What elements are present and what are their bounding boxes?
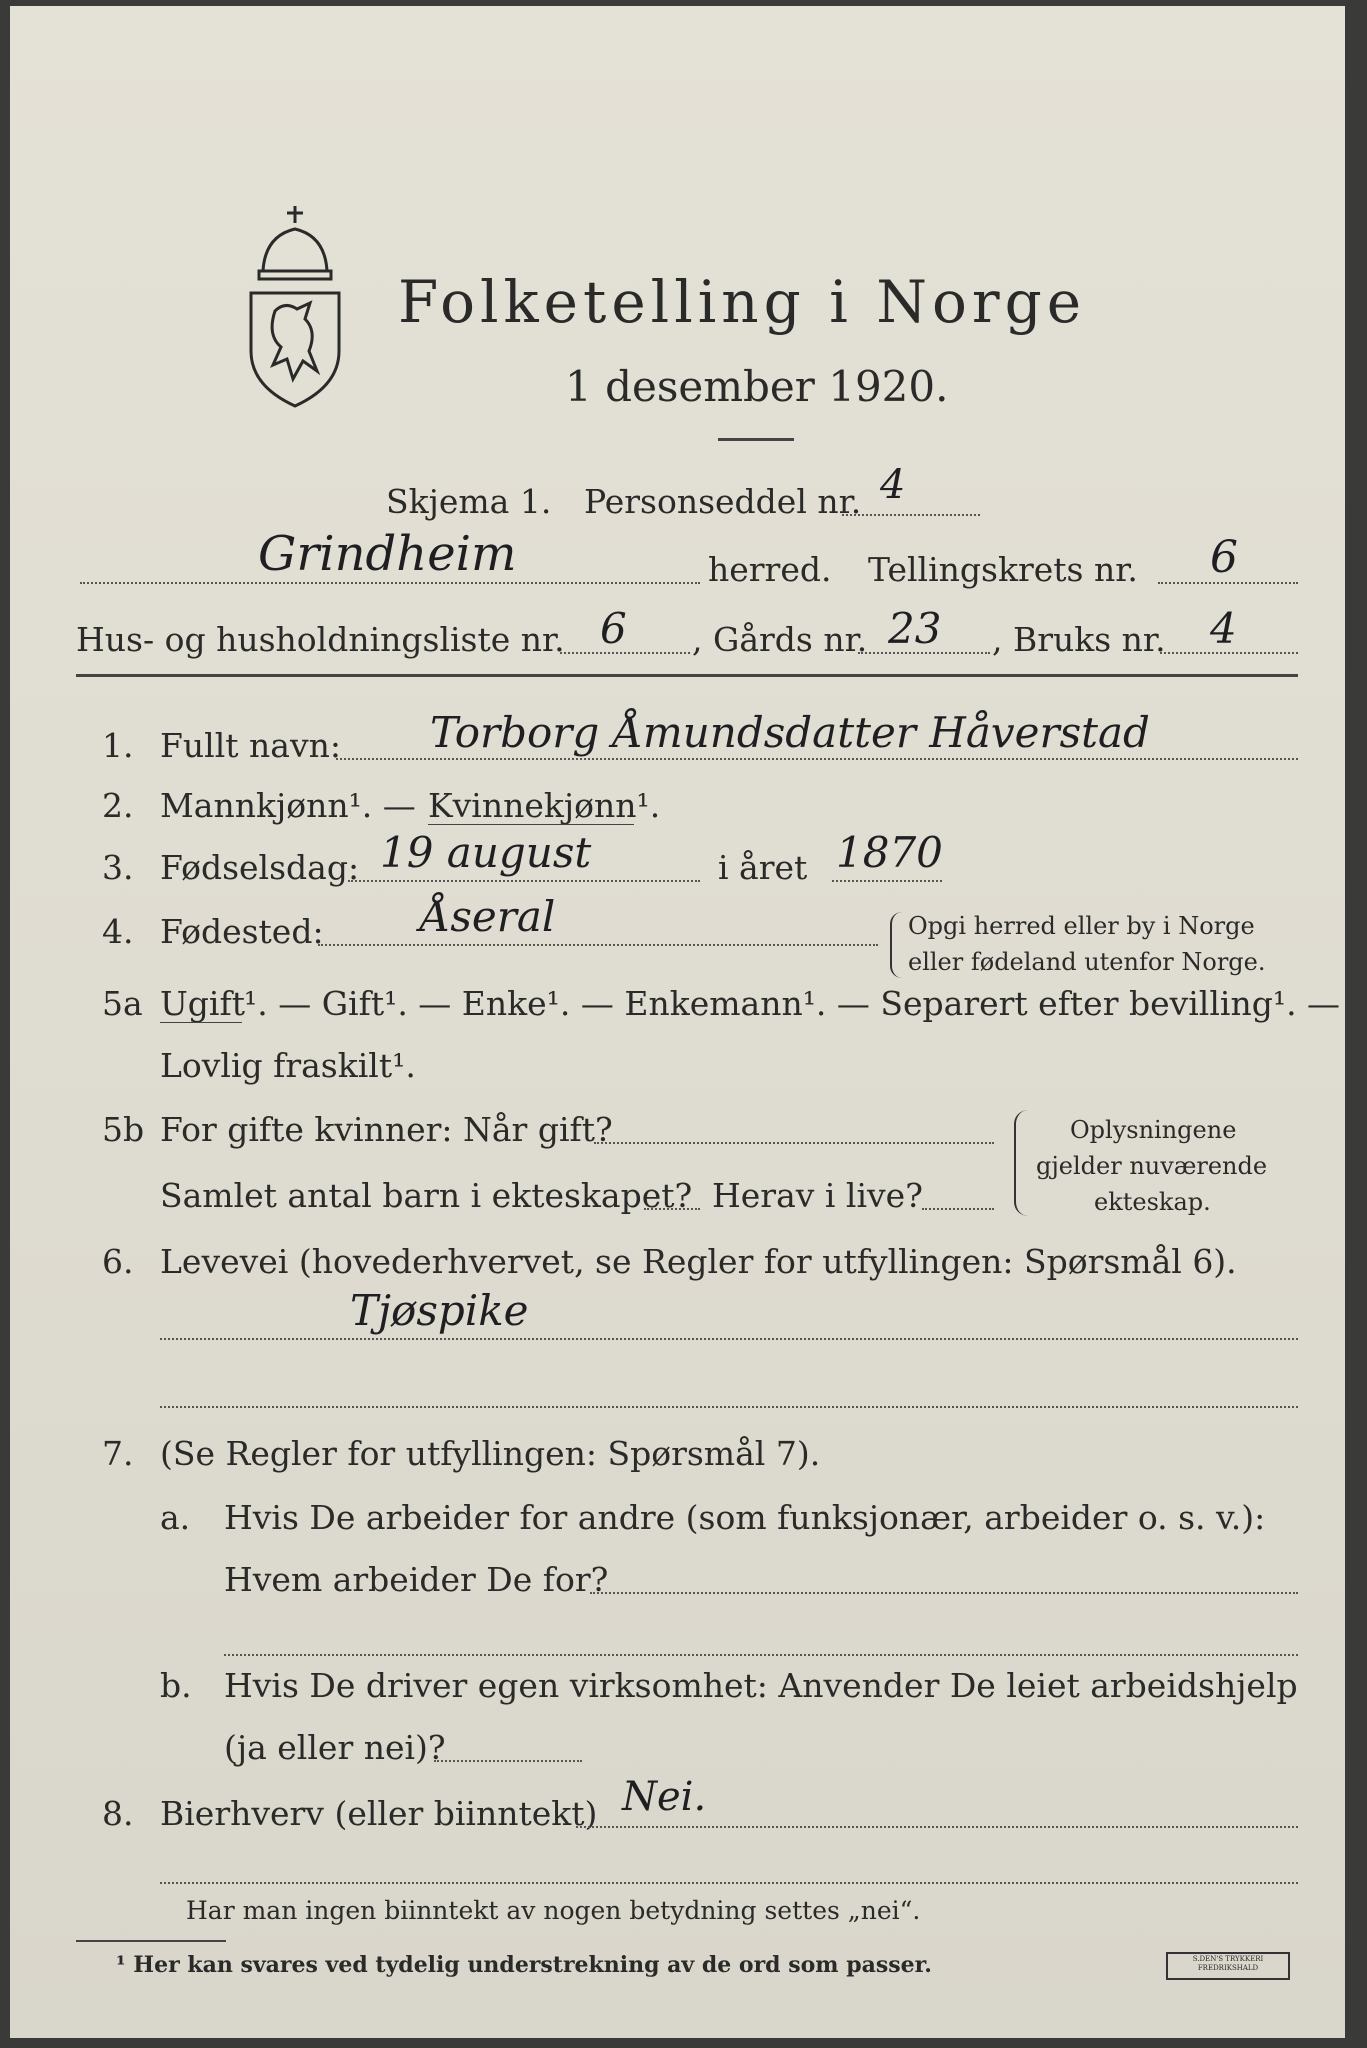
- q3-year-value[interactable]: 1870: [836, 828, 943, 877]
- q7b-dots: [434, 1760, 582, 1762]
- q4-brace: [890, 912, 902, 978]
- bruks-label: , Bruks nr.: [992, 620, 1166, 659]
- q2-underline: [428, 824, 634, 825]
- q5b-note-2: gjelder nuværende: [1036, 1152, 1268, 1180]
- footnote: ¹ Her kan svares ved tydelig understrekning av de ord som passer.: [116, 1952, 932, 1978]
- q6-label: Levevei (hovederhvervet, se Regler for utfyllingen: Spørsmål 6).: [160, 1242, 1237, 1281]
- q8-value[interactable]: Nei.: [622, 1774, 707, 1820]
- q5a-line-2: Lovlig fraskilt¹.: [160, 1046, 416, 1085]
- q5a-options: ¹. — Gift¹. — Enke¹. — Enkemann¹. — Separert efter bevilling¹. —: [244, 984, 1341, 1023]
- q3-year-dots: [832, 880, 942, 882]
- coat-of-arms-icon: [235, 201, 355, 411]
- q8-dots-2: [160, 1882, 1298, 1884]
- q3-dots: [348, 880, 700, 882]
- form-title: Folketelling i Norge: [398, 268, 1087, 336]
- q1-dots: [336, 758, 1298, 760]
- personseddel-value[interactable]: 4: [880, 462, 906, 508]
- q7a-label: Hvis De arbeider for andre (som funksjonær, arbeider o. s. v.):: [224, 1498, 1266, 1537]
- q5b-brace: [1014, 1110, 1028, 1216]
- tellingskrets-label: Tellingskrets nr.: [868, 550, 1138, 589]
- q5a-ugift[interactable]: Ugift: [160, 984, 245, 1023]
- q5b-number: 5b: [102, 1110, 145, 1149]
- q4-note-2: eller fødeland utenfor Norge.: [908, 948, 1266, 976]
- q7a-letter: a.: [160, 1498, 191, 1537]
- q5b-dots-1: [594, 1142, 994, 1144]
- bruks-value[interactable]: 4: [1210, 604, 1237, 653]
- q3-value[interactable]: 19 august: [380, 828, 592, 877]
- q3-number: 3.: [102, 848, 134, 887]
- title-divider: [718, 438, 794, 441]
- q5b-note-3: ekteskap.: [1094, 1188, 1211, 1216]
- personseddel-label: Personseddel nr.: [584, 482, 862, 521]
- tellingskrets-value[interactable]: 6: [1210, 532, 1238, 583]
- census-date: 1 desember 1920.: [565, 362, 949, 411]
- q2-kvinnekjonn[interactable]: Kvinnekjønn¹.: [428, 786, 661, 825]
- personseddel-dots: [842, 514, 980, 516]
- q3-year-label: i året: [718, 848, 808, 887]
- q7-label: (Se Regler for utfyllingen: Spørsmål 7).: [160, 1434, 821, 1473]
- q5b-label-3: Herav i live?: [712, 1176, 923, 1215]
- q7b-label: Hvis De driver egen virksomhet: Anvender De leiet arbeidshjelp: [224, 1666, 1298, 1705]
- q4-number: 4.: [102, 912, 134, 951]
- q7-number: 7.: [102, 1434, 134, 1473]
- hus-value[interactable]: 6: [600, 604, 627, 653]
- q1-label: Fullt navn:: [160, 726, 341, 765]
- skjema-label: Skjema 1.: [386, 482, 552, 521]
- q5b-note-1: Oplysningene: [1070, 1116, 1237, 1144]
- herred-label: herred.: [708, 550, 832, 589]
- gards-label: , Gårds nr.: [692, 620, 868, 659]
- herred-dots: [80, 582, 700, 584]
- q7a-dots-2: [224, 1654, 1298, 1656]
- q3-label: Fødselsdag:: [160, 848, 360, 887]
- q4-dots: [318, 944, 878, 946]
- q7a-label-2: Hvem arbeider De for?: [224, 1560, 609, 1599]
- q5b-dots-2: [644, 1208, 700, 1210]
- q6-dots-1: [160, 1338, 1298, 1340]
- q8-number: 8.: [102, 1794, 134, 1833]
- q4-label: Fødested:: [160, 912, 324, 951]
- herred-value[interactable]: Grindheim: [258, 526, 517, 582]
- q6-value[interactable]: Tjøspike: [350, 1286, 529, 1335]
- q7b-label-2: (ja eller nei)?: [224, 1728, 446, 1767]
- gards-value[interactable]: 23: [888, 604, 942, 653]
- q1-value[interactable]: Torborg Åmundsdatter Håverstad: [430, 708, 1150, 757]
- q8-dots-1: [576, 1826, 1298, 1828]
- q4-value[interactable]: Åseral: [420, 892, 556, 941]
- census-form: [10, 6, 1345, 2038]
- header-divider: [76, 674, 1298, 677]
- q5b-label-2: Samlet antal barn i ekteskapet?: [160, 1176, 693, 1215]
- hus-label: Hus- og husholdningsliste nr.: [76, 620, 565, 659]
- q1-number: 1.: [102, 726, 134, 765]
- printer-stamp: S.DEN'S TRYKKERI FREDRIKSHALD: [1166, 1952, 1290, 1980]
- q4-note-1: Opgi herred eller by i Norge: [908, 912, 1255, 940]
- footer-note: Har man ingen biinntekt av nogen betydning settes „nei“.: [186, 1896, 921, 1925]
- q5a-underline: [160, 1022, 242, 1023]
- q2-mannkjonn: Mannkjønn¹. —: [160, 786, 416, 825]
- footnote-divider: [76, 1940, 226, 1942]
- q8-label: Bierhverv (eller biinntekt): [160, 1794, 598, 1833]
- q5b-label-1: For gifte kvinner: Når gift?: [160, 1110, 613, 1149]
- q5b-dots-3: [922, 1208, 994, 1210]
- q6-number: 6.: [102, 1242, 134, 1281]
- q2-number: 2.: [102, 786, 134, 825]
- q7b-letter: b.: [160, 1666, 192, 1705]
- q6-dots-2: [160, 1406, 1298, 1408]
- q5a-number: 5a: [102, 984, 143, 1023]
- q7a-dots-1: [590, 1592, 1298, 1594]
